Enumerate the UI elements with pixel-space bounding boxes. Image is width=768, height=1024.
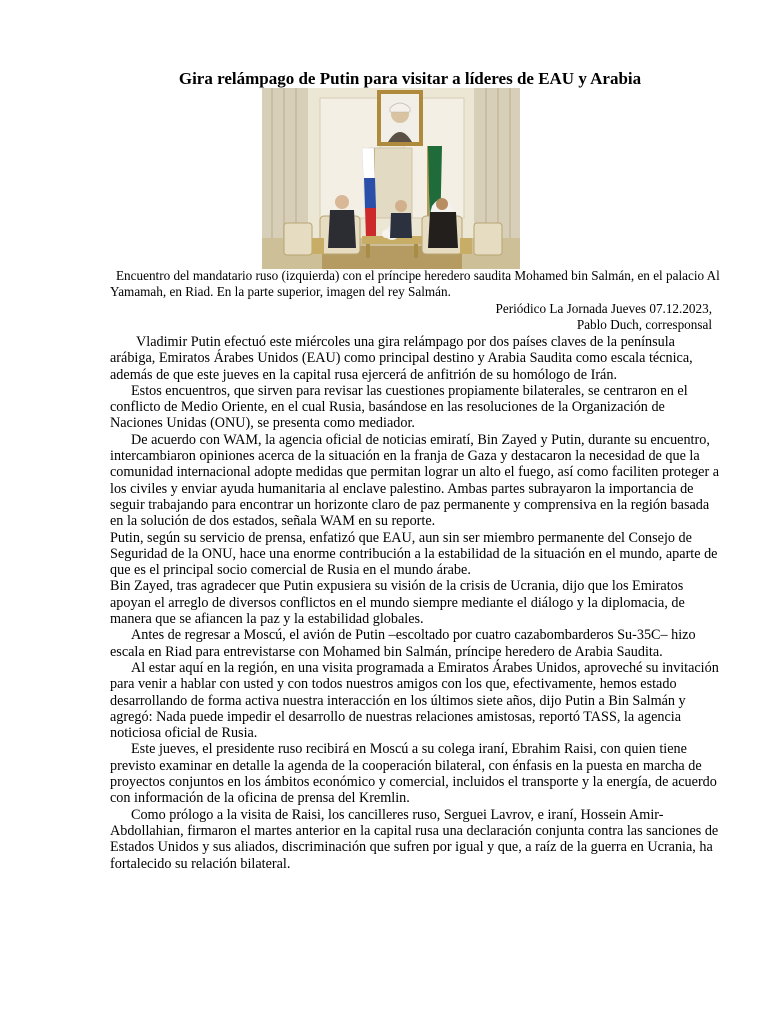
paragraph-6: Antes de regresar a Moscú, el avión de Putin –escoltado por cuatro cazabombarderos Su-35C– hizo escala en Riad para entrevistarse con Mohamed bin Salmán, príncipe heredero de Arabia Saudita. [110,627,696,660]
paragraph-4: Putin, según su servicio de prensa, enfatizó que EAU, aun sin ser miembro permanente del Consejo de Seguridad de la ONU, hace una enorme contribución a la estabilidad de la situación en el mundo, aparte de que es el principal socio comercial de Rusia en el mundo árabe. [110,529,718,579]
photo-caption: Encuentro del mandatario ruso (izquierda) con el príncipe heredero saudita Mohamed bin Salmán, en el palacio Al Yamamah, en Riad. En la parte superior, imagen del rey Salmán. [110,268,720,299]
paragraph-7: Al estar aquí en la región, en una visita programada a Emiratos Árabes Unidos, aproveché su invitación para venir a hablar con usted y con todos nuestros amigos con los que, efectivamente, hemos estado desarrollando de forma activa nuestra interacción en los últimos siete años, dijo Putin a Bin Salmán y agregó: Nada puede impedir el desarrollo de nuestras relaciones amistosas, reportó TASS, la agencia noticiosa oficial de Rusia. [110,659,719,742]
article-title: Gira relámpago de Putin para visitar a líderes de EAU y Arabia [178,69,642,88]
paragraph-8: Este jueves, el presidente ruso recibirá en Moscú a su colega iraní, Ebrahim Raisi, con quien tiene previsto examinar en detalle la agenda de la cooperación bilateral, con énfasis en la puesta en marcha de proyectos conjuntos en los ámbitos económico y comercial, incluidos el transporte y la energía, de acuerdo con información de la oficina de prensa del Kremlin. [110,741,717,807]
paragraph-2: Estos encuentros, que sirven para revisar las cuestiones propiamente bilaterales, se centraron en el conflicto de Medio Oriente, en el cual Rusia, basándose en las resoluciones de la Organización de Naciones Unidas (ONU), se presenta como mediador. [110,382,688,432]
meeting-photo-illustration [262,88,520,269]
byline-publication: Periódico La Jornada Jueves 07.12.2023, [495,301,712,316]
person-left [335,195,349,209]
paragraph-3: De acuerdo con WAM, la agencia oficial de noticias emiratí, Bin Zayed y Putin, durante su encuentro, intercambiaron opiniones acerca de la situación en la franja de Gaza y destacaron la necesidad de que la comunidad internacional adopte medidas que permitan lograr un alto el fuego, así como faciliten proteger a los civiles y enviar ayuda humanitaria al enclave palestino. Ambas partes subrayaron la importancia de seguir trabajando para encontrar un horizonte claro de paz permanente y comprensiva en la región basada en la solución de dos estados, señala WAM en su reporte. [110,431,720,530]
article-body [110,334,720,872]
person-right [436,198,448,210]
byline [352,301,712,333]
paragraph-5: Bin Zayed, tras agradecer que Putin expusiera su visión de la crisis de Ucrania, dijo que los Emiratos apoyan el arreglo de diversos conflictos en el mundo siempre mediante el diálogo y la diplomacia, de manera que se afiancen la paz y la estabilidad globales. [110,578,685,628]
paragraph-9: Como prólogo a la visita de Raisi, los cancilleres ruso, Serguei Lavrov, e iraní, Hossein Amir-Abdollahian, firmaron el martes anterior en la capital rusa una declaración conjunta contra las sanciones de Estados Unidos y sus aliados, discriminación que sufren por igual y que, a raíz de la guerra en Ucrania, ha fortalecido su relación bilateral. [110,806,719,872]
news-photo [262,88,520,269]
byline-author: Pablo Duch, corresponsal [576,317,712,332]
paragraph-1: Vladimir Putin efectuó este miércoles una gira relámpago por dos países claves de la península arábiga, Emiratos Árabes Unidos (EAU) como principal destino y Arabia Saudita como escala técnica, además de que este jueves en la capital rusa ejercerá de anfitrión de su homólogo de Irán. [110,334,693,383]
